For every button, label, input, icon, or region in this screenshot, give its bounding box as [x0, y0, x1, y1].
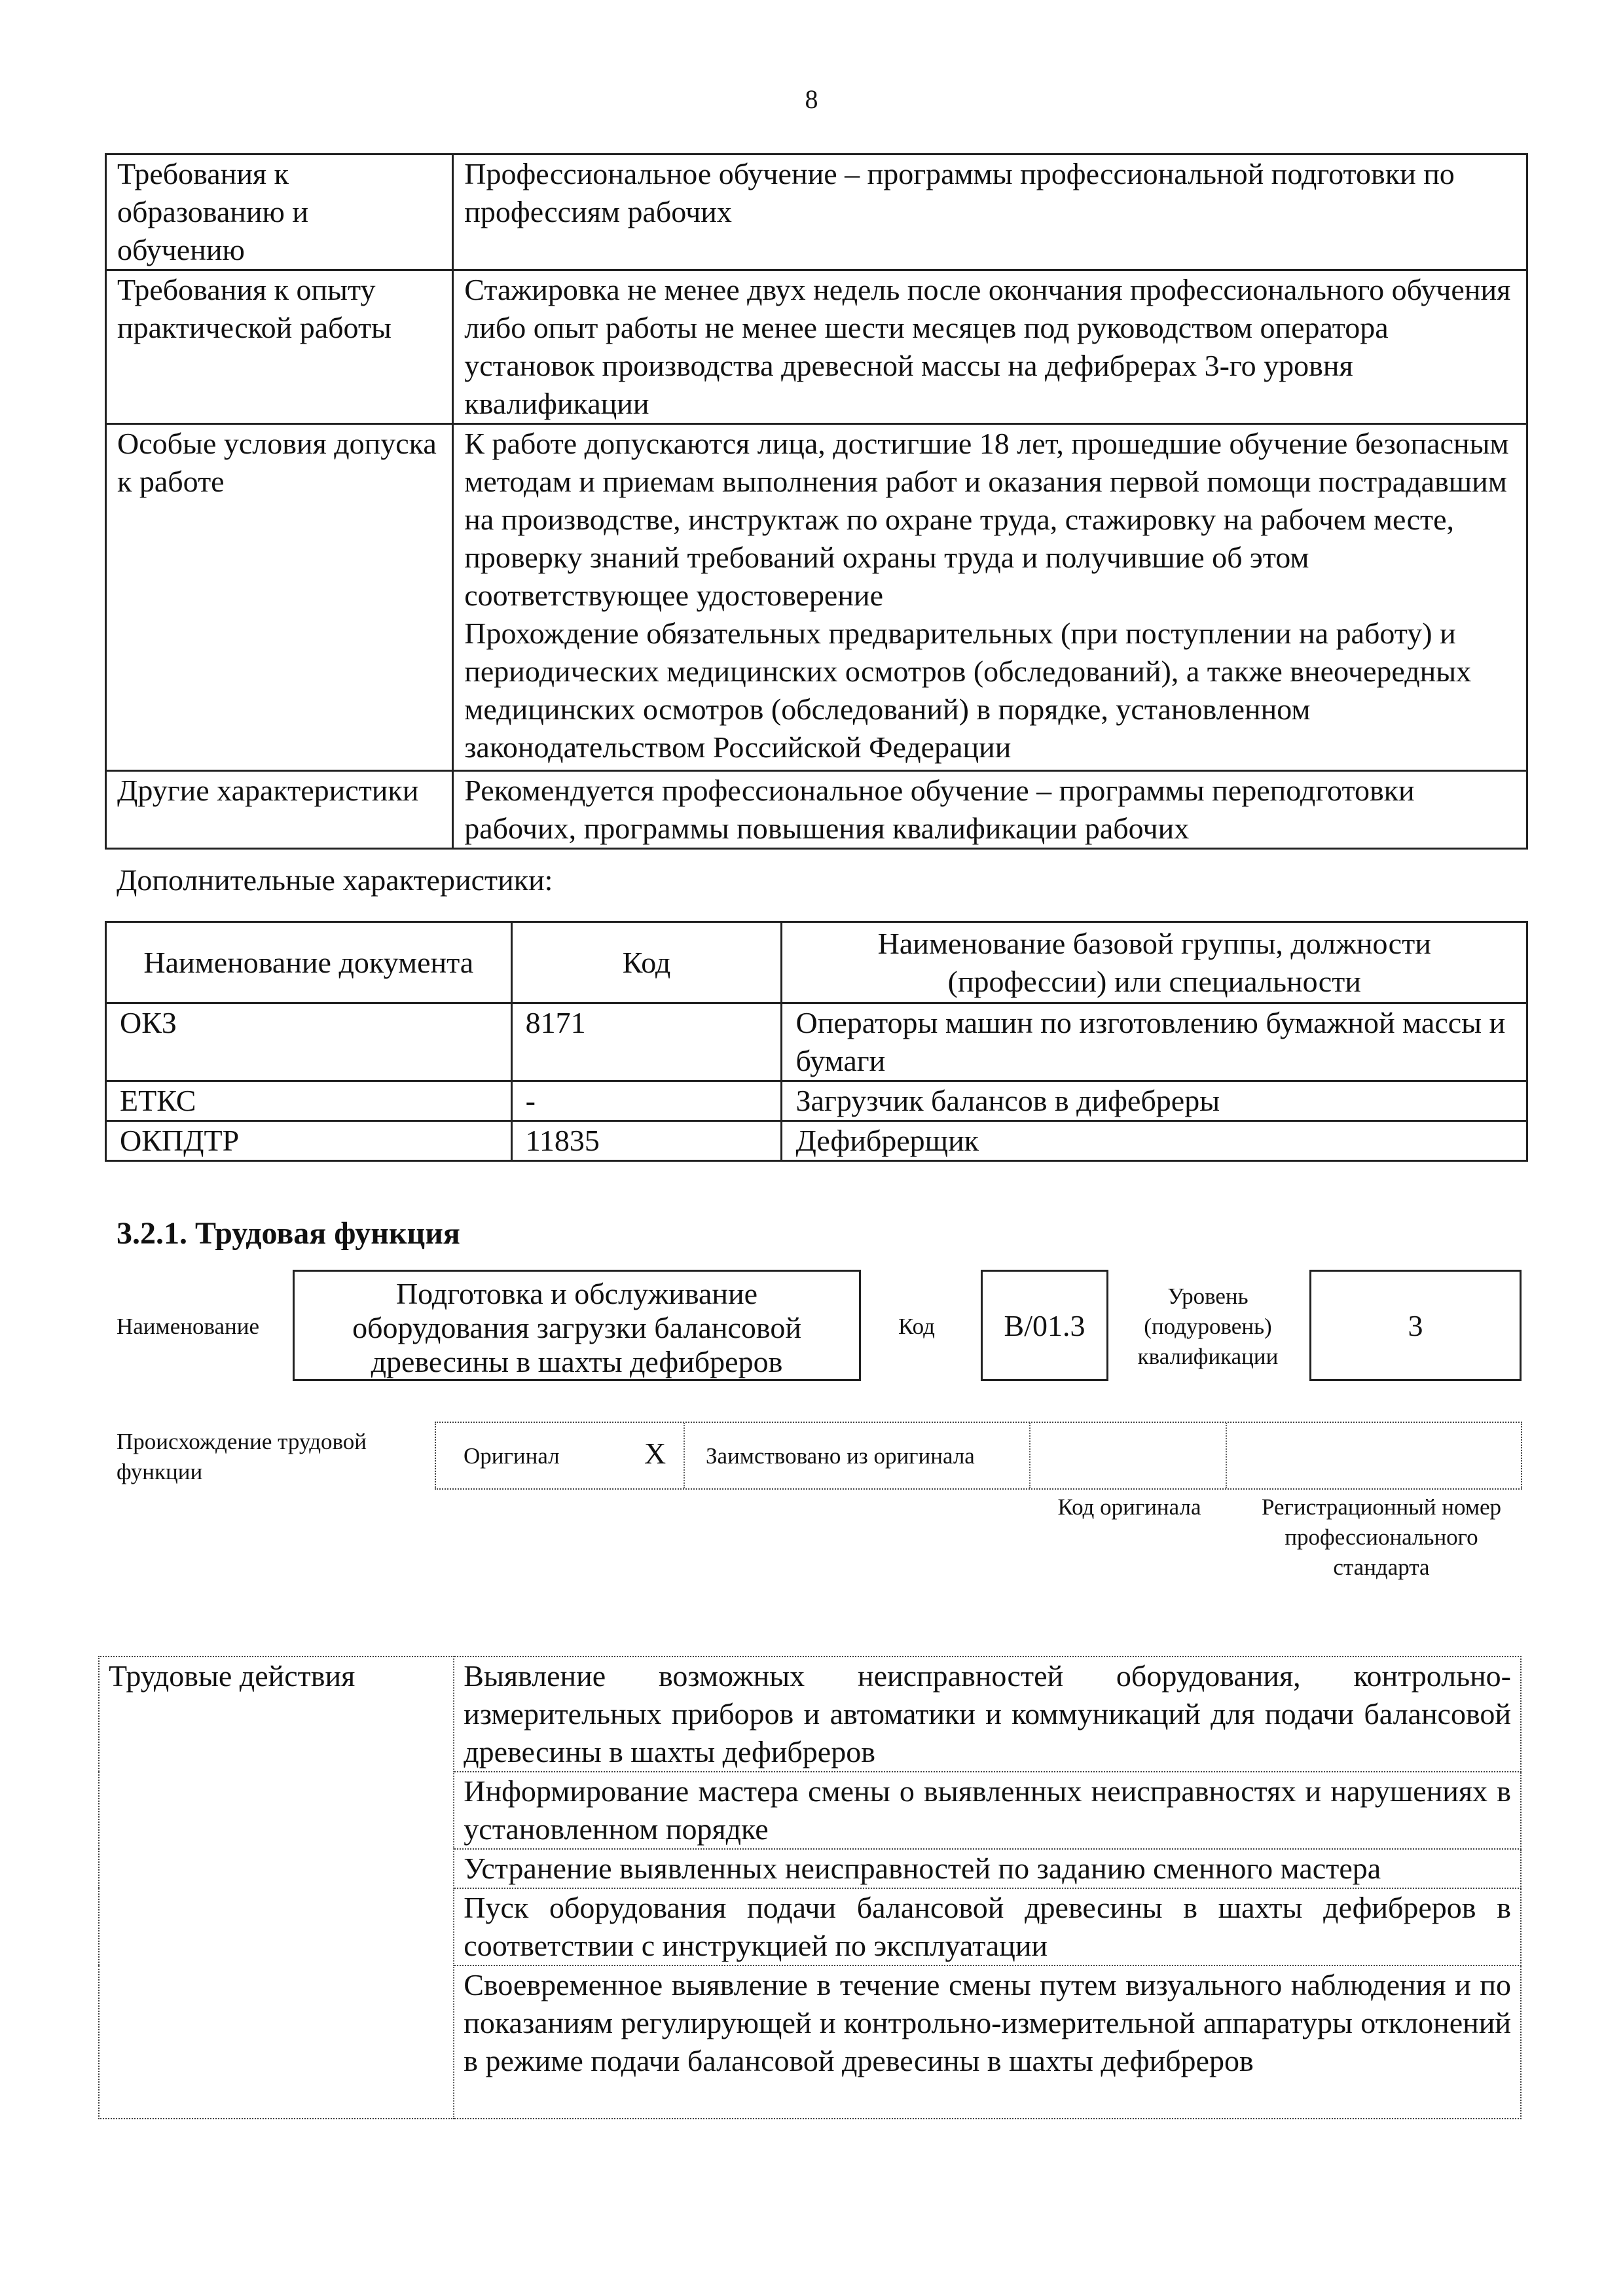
cell-code: 8171	[511, 1003, 782, 1081]
row-text: Стажировка не менее двух недель после окончания профессионального обучения либо опыт работы не менее шести месяцев под руководством оператора установок производства древесной массы на дефибрерах 3-го уровня квалификации	[453, 270, 1527, 424]
cell-doc: ОКЗ	[106, 1003, 512, 1081]
row-text: Профессиональное обучение – программы профессиональной подготовки по профессиям рабочих	[453, 154, 1527, 270]
cell-group: Дефибрерщик	[782, 1121, 1527, 1161]
admission-text: К работе допускаются лица, достигшие 18 лет, прошедшие обучение безопасным методам и приемам выполнения работ и оказания первой помощи пострадавшим на производстве, инструктаж по охране труда, стажировку на рабочем месте, проверку знаний требований охраны труда и получившие об этом соответствующее удостоверение	[464, 427, 1509, 612]
origin-label: Происхождение трудовой функции	[117, 1429, 367, 1484]
row-label: Требования к опыту практической работы	[106, 270, 453, 424]
table-row	[106, 154, 1527, 270]
table-header-row	[106, 922, 1527, 1003]
level-label: Уровень (подуровень) квалификации	[1137, 1283, 1279, 1369]
table-row	[99, 1657, 1521, 1772]
cell-group: Операторы машин по изготовлению бумажной массы и бумаги	[782, 1003, 1527, 1081]
origin-divider	[684, 1423, 685, 1488]
code-label: Код	[898, 1314, 935, 1339]
labor-action-item: Информирование мастера смены о выявленных неисправностях и нарушениях в установленном порядке	[454, 1772, 1521, 1849]
labor-actions-label: Трудовые действия	[99, 1657, 454, 2119]
original-label: Оригинал	[464, 1443, 560, 1469]
additional-title: Дополнительные характеристики:	[117, 863, 553, 897]
function-level-box	[1309, 1270, 1522, 1381]
cell-group: Загрузчик балансов в дифебреры	[782, 1081, 1527, 1121]
additional-table	[105, 921, 1528, 1162]
row-label: Другие характеристики	[106, 771, 453, 849]
function-code-box	[981, 1270, 1108, 1381]
labor-action-item: Своевременное выявление в течение смены путем визуального наблюдения и по показаниям регулирующей и контрольно-измерительной аппаратуры отклонений в режиме подачи балансовой древесины в шахты дефибреров	[454, 1965, 1521, 2119]
labor-action-item: Выявление возможных неисправностей оборудования, контрольно-измерительных приборов и автоматики и коммуникаций для подачи балансовой древесины в шахты дефибреров	[454, 1657, 1521, 1772]
origin-divider	[1226, 1423, 1227, 1488]
table-row	[106, 771, 1527, 849]
row-text: Рекомендуется профессиональное обучение – программы переподготовки рабочих, программы повышения квалификации рабочих	[453, 771, 1527, 849]
table-row	[106, 424, 1527, 771]
table-row	[106, 1003, 1527, 1081]
section-title: 3.2.1. Трудовая функция	[117, 1216, 460, 1251]
table-row	[106, 270, 1527, 424]
original-mark: X	[644, 1437, 666, 1470]
origin-row	[435, 1422, 1522, 1490]
borrowed-label: Заимствовано из оригинала	[706, 1443, 975, 1469]
function-name-box	[293, 1270, 861, 1381]
header-doc-name: Наименование документа	[106, 922, 512, 1003]
cell-doc: ОКПДТР	[106, 1121, 512, 1161]
name-label: Наименование	[117, 1314, 260, 1339]
row-text	[453, 424, 1527, 771]
labor-action-item: Устранение выявленных неисправностей по заданию сменного мастера	[454, 1849, 1521, 1888]
header-group-name: Наименование базовой группы, должности (профессии) или специальности	[782, 922, 1527, 1003]
origin-divider	[1029, 1423, 1030, 1488]
table-row	[106, 1121, 1527, 1161]
cell-code: 11835	[511, 1121, 782, 1161]
labor-action-item: Пуск оборудования подачи балансовой древесины в шахты дефибреров в соответствии с инструкцией по эксплуатации	[454, 1888, 1521, 1965]
function-level: 3	[1408, 1308, 1423, 1342]
medical-text: Прохождение обязательных предварительных (при поступлении на работу) и периодических медицинских осмотров (обследований), а также внеочередных медицинских осмотров (обследований) в порядке, установленном законодательством Российской Федерации	[464, 617, 1472, 764]
function-name: Подготовка и обслуживание оборудования загрузки балансовой древесины в шахты дефибреров	[352, 1277, 801, 1378]
cell-doc: ЕТКС	[106, 1081, 512, 1121]
page-number: 8	[805, 84, 818, 114]
function-code: B/01.3	[1004, 1308, 1085, 1342]
row-label: Особые условия допуска к работе	[106, 424, 453, 771]
header-code: Код	[511, 922, 782, 1003]
cell-code: -	[511, 1081, 782, 1121]
reg-number-caption: Регистрационный номер профессионального стандарта	[1261, 1494, 1502, 1580]
table-row	[106, 1081, 1527, 1121]
code-original-caption: Код оригинала	[1057, 1494, 1201, 1520]
requirements-table	[105, 153, 1528, 850]
labor-actions-table	[98, 1656, 1522, 2119]
row-label: Требования к образованию и обучению	[106, 154, 453, 270]
